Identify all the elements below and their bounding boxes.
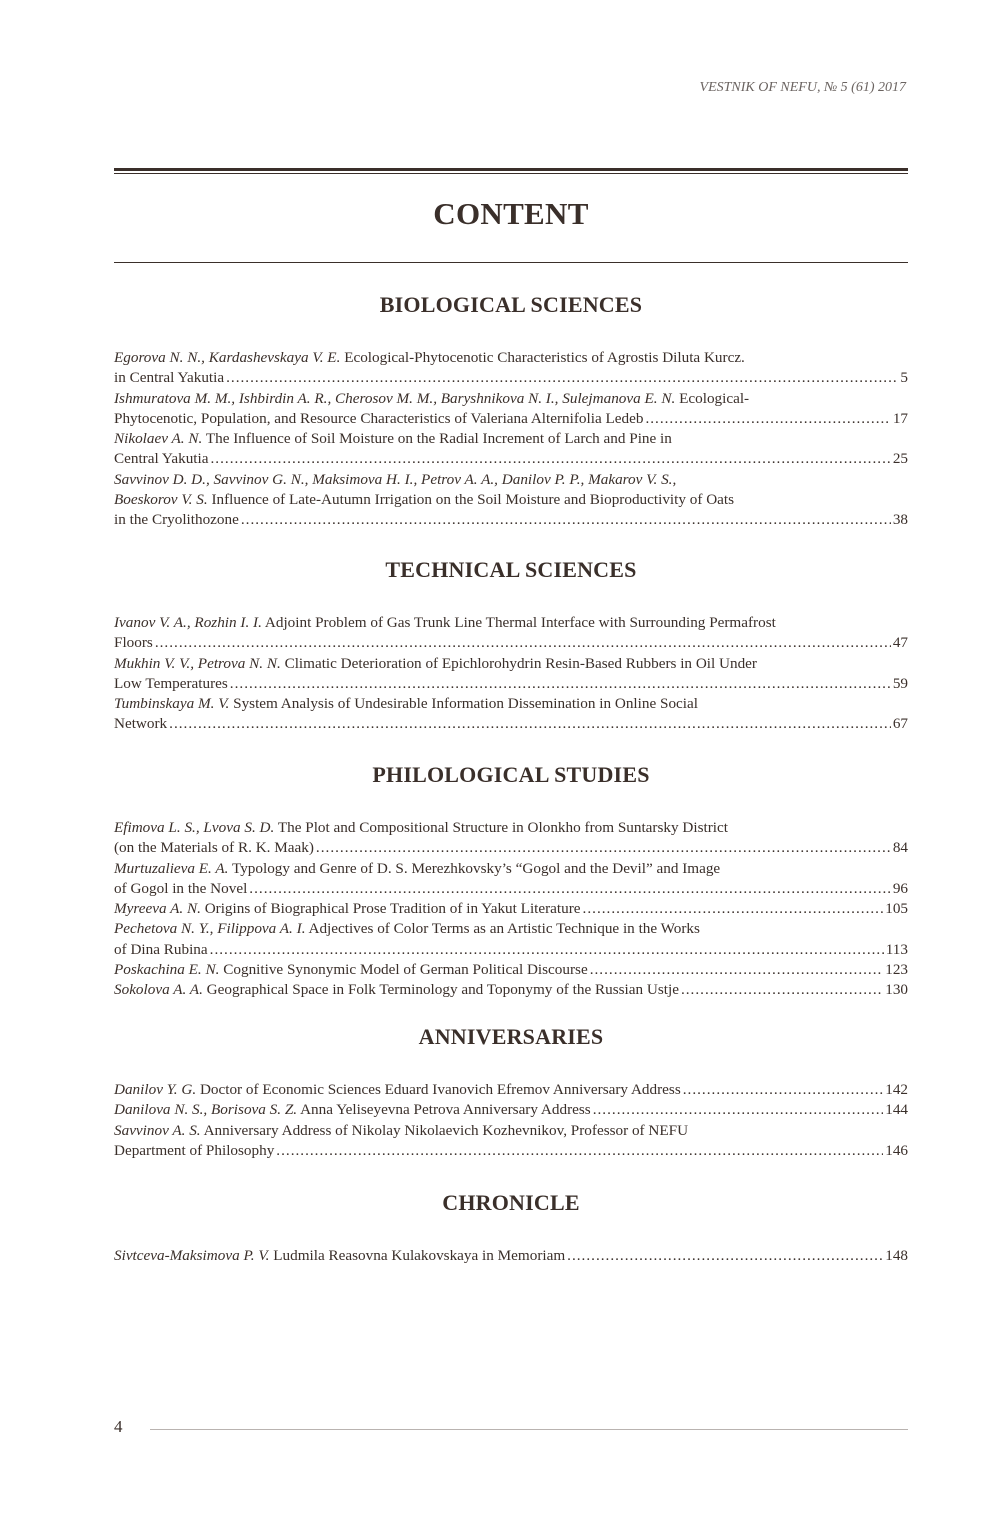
toc-title: Ludmila Reasovna Kulakovskaya in Memoriam xyxy=(269,1247,566,1264)
toc-authors: Efimova L. S., Lvova S. D. xyxy=(114,819,275,836)
toc-entry-line xyxy=(114,838,908,858)
toc-entry-text xyxy=(114,409,643,429)
toc-entry xyxy=(114,1246,908,1266)
journal-header: VESTNIK OF NEFU, № 5 (61) 2017 xyxy=(699,80,906,95)
leader-dots xyxy=(230,674,891,694)
toc-entry-line xyxy=(114,654,908,674)
toc-entry-line xyxy=(114,389,908,409)
toc-entry-line xyxy=(114,919,908,939)
toc-entry-line xyxy=(114,960,908,980)
toc-authors: Myreeva A. N. xyxy=(114,900,201,918)
toc-entry-line xyxy=(114,674,908,694)
toc-entry xyxy=(114,1100,908,1120)
leader-dots xyxy=(567,1246,883,1266)
toc-title: Influence of Late-Autumn Irrigation on the Soil Moisture and Bioproductivity of Oats xyxy=(207,491,735,509)
toc-entry-line xyxy=(114,429,908,449)
section-title: CHRONICLE xyxy=(442,1190,580,1215)
toc-title: Department of Philosophy xyxy=(114,1141,275,1159)
toc-entry-line xyxy=(114,348,908,368)
toc-entry-text xyxy=(114,674,228,694)
toc-entry xyxy=(114,1080,908,1100)
toc-title: of Gogol in the Novel xyxy=(114,879,248,897)
toc-entry xyxy=(114,859,908,900)
leader-dots xyxy=(241,510,891,530)
section-anniversaries xyxy=(114,1024,908,1161)
toc-page-number: 84 xyxy=(892,839,908,857)
leader-dots xyxy=(155,633,891,653)
section-philological-studies xyxy=(114,762,908,1001)
toc-title: Origins of Biographical Prose Tradition of in Yakut Literature xyxy=(200,900,581,918)
toc-authors: Savvinov D. D., Savvinov G. N., Maksimova H. I., Petrov A. A., Danilov P. P., Makarov V. S., xyxy=(114,470,677,488)
toc-page-number: 144 xyxy=(885,1101,908,1119)
toc-entry-line xyxy=(114,818,908,838)
toc-authors: Sivtceva-Maksimova P. V. xyxy=(114,1247,270,1264)
toc-authors: Egorova N. N., Kardashevskaya V. E. xyxy=(114,349,341,366)
toc-entry xyxy=(114,818,908,859)
toc-entry-line xyxy=(114,1121,908,1141)
leader-dots xyxy=(226,368,898,388)
toc-title: Adjectives of Color Terms as an Artistic Technique in the Works xyxy=(305,920,700,938)
toc-title: Adjoint Problem of Gas Trunk Line Thermal Interface with Surrounding Permafrost xyxy=(261,614,776,631)
toc-title: Network xyxy=(114,715,168,733)
toc-entry-line xyxy=(114,470,908,490)
toc-entry xyxy=(114,960,908,980)
toc-entry-text xyxy=(114,838,314,858)
section-biological-sciences xyxy=(114,292,908,531)
toc-page-number: 67 xyxy=(892,715,908,733)
toc-entry-line xyxy=(114,368,908,388)
leader-dots xyxy=(211,449,891,469)
toc-authors: Danilov Y. G. xyxy=(114,1081,197,1098)
toc-entry-text xyxy=(114,633,153,653)
toc-entry-text xyxy=(114,940,208,960)
toc-title: Climatic Deterioration of Epichlorohydrin Resin-Based Rubbers in Oil Under xyxy=(280,654,757,672)
toc-page-number: 5 xyxy=(900,369,908,387)
toc-page-number: 105 xyxy=(885,900,908,918)
page-number: 4 xyxy=(114,1417,123,1436)
section-title: TECHNICAL SCIENCES xyxy=(385,557,637,582)
section-title: ANNIVERSARIES xyxy=(418,1024,604,1049)
toc-title: Central Yakutia xyxy=(114,450,209,468)
toc-title: Typology and Genre of D. S. Merezhkovsky’s “Gogol and the Devil” and Image xyxy=(228,859,721,877)
toc-entry xyxy=(114,429,908,470)
toc-entry-line xyxy=(114,1080,908,1100)
toc-page-number: 59 xyxy=(892,674,908,692)
toc-page-number: 38 xyxy=(892,511,908,529)
toc-entry xyxy=(114,980,908,1000)
toc-entry xyxy=(114,389,908,430)
toc-entry xyxy=(114,919,908,960)
toc-title: Phytocenotic, Population, and Resource Characteristics of Valeriana Alternifolia Ledeb xyxy=(114,409,644,427)
toc-title: in the Cryolithozone xyxy=(114,511,239,529)
toc-entry-line xyxy=(114,613,908,633)
leader-dots xyxy=(316,838,891,858)
toc-entry xyxy=(114,654,908,695)
section-technical-sciences xyxy=(114,557,908,735)
toc-authors: Poskachina E. N. xyxy=(114,961,220,979)
toc-title: The Plot and Compositional Structure in Olonkho from Suntarsky District xyxy=(274,819,728,836)
leader-dots xyxy=(276,1141,883,1161)
toc-entry-text xyxy=(114,1246,565,1266)
toc-entry xyxy=(114,694,908,735)
toc-entry-text xyxy=(114,1141,274,1161)
toc-title: Anniversary Address of Nikolay Nikolaevich Kozhevnikov, Professor of NEFU xyxy=(200,1121,689,1139)
toc-page-number: 142 xyxy=(885,1081,908,1098)
toc-title: of Dina Rubina xyxy=(114,940,208,958)
toc-authors: Savvinov A. S. xyxy=(114,1121,201,1139)
toc-authors: Nikolaev A. N. xyxy=(114,430,203,448)
toc-title: Geographical Space in Folk Terminology and Toponymy of the Russian Ustje xyxy=(202,981,679,999)
toc-entry-line xyxy=(114,859,908,879)
toc-entry-line xyxy=(114,940,908,960)
toc-page-number: 113 xyxy=(885,940,908,958)
toc-entry-text xyxy=(114,899,581,919)
toc-title: Anna Yeliseyevna Petrova Anniversary Address xyxy=(297,1101,591,1119)
toc-entry-line xyxy=(114,714,908,734)
toc-authors: Murtuzalieva E. A. xyxy=(114,859,229,877)
section-title: PHILOLOGICAL STUDIES xyxy=(372,762,650,787)
toc-entry xyxy=(114,470,908,531)
toc-entry xyxy=(114,613,908,654)
toc-page-number: 146 xyxy=(885,1141,908,1159)
toc-entry-line xyxy=(114,510,908,530)
toc-title: Cognitive Synonymic Model of German Political Discourse xyxy=(219,961,588,979)
toc-page-number: 148 xyxy=(885,1247,908,1264)
leader-dots xyxy=(681,980,883,1000)
leader-dots xyxy=(590,960,884,980)
toc-entry-line xyxy=(114,449,908,469)
toc-title: Ecological-Phytocenotic Characteristics of Agrostis Diluta Kurcz. xyxy=(340,349,745,366)
leader-dots xyxy=(683,1080,883,1100)
toc-authors: Ishmuratova M. M., Ishbirdin A. R., Cherosov M. M., Baryshnikova N. I., Sulejmanova E. N. xyxy=(114,389,676,407)
toc-entry-line xyxy=(114,1246,908,1266)
toc-title: Doctor of Economic Sciences Eduard Ivanovich Efremov Anniversary Address xyxy=(196,1081,681,1098)
toc-authors: Boeskorov V. S. xyxy=(114,491,208,509)
double-rule xyxy=(114,168,908,174)
section-chronicle xyxy=(114,1190,908,1266)
toc-page-number: 96 xyxy=(892,879,908,897)
toc-entry-line xyxy=(114,409,908,429)
toc-entry-line xyxy=(114,980,908,1000)
toc-entry-text xyxy=(114,449,209,469)
toc-entry-line xyxy=(114,490,908,510)
toc-entry xyxy=(114,899,908,919)
title-rule xyxy=(114,262,908,263)
toc-title: Ecological- xyxy=(675,389,750,407)
toc-entry xyxy=(114,1121,908,1162)
toc-page-number: 123 xyxy=(885,961,908,979)
toc-entry-line xyxy=(114,879,908,899)
leader-dots xyxy=(249,879,891,899)
toc-entry-text xyxy=(114,960,588,980)
toc-authors: Tumbinskaya M. V. xyxy=(114,695,230,713)
toc-entry-text xyxy=(114,1080,681,1100)
toc-entry-line xyxy=(114,633,908,653)
toc-title: System Analysis of Undesirable Information Dissemination in Online Social xyxy=(229,695,698,713)
leader-dots xyxy=(169,714,891,734)
leader-dots xyxy=(593,1100,884,1120)
toc-entry-line xyxy=(114,1141,908,1161)
toc-authors: Ivanov V. A., Rozhin I. I. xyxy=(114,614,262,631)
toc-title: Low Temperatures xyxy=(114,674,228,692)
toc-entry-line xyxy=(114,899,908,919)
toc-authors: Danilova N. S., Borisova S. Z. xyxy=(114,1101,298,1119)
page-title: CONTENT xyxy=(433,196,589,231)
toc-entry xyxy=(114,348,908,389)
leader-dots xyxy=(583,899,884,919)
toc-authors: Mukhin V. V., Petrova N. N. xyxy=(114,654,281,672)
toc-page-number: 47 xyxy=(892,634,908,652)
toc-entry-text xyxy=(114,714,167,734)
footer-rule xyxy=(150,1429,908,1430)
toc-title: in Central Yakutia xyxy=(114,369,225,387)
leader-dots xyxy=(210,940,884,960)
section-title: BIOLOGICAL SCIENCES xyxy=(379,292,643,317)
toc-entry-line xyxy=(114,694,908,714)
toc-title: (on the Materials of R. K. Maak) xyxy=(114,839,314,857)
toc-page-number: 25 xyxy=(892,450,908,468)
toc-entry-text xyxy=(114,510,239,530)
toc-entry-text xyxy=(114,1100,591,1120)
toc-page-number: 130 xyxy=(885,981,908,999)
toc-entry-text xyxy=(114,980,679,1000)
toc-entry-text xyxy=(114,879,247,899)
toc-entry-line xyxy=(114,1100,908,1120)
toc-authors: Pechetova N. Y., Filippova A. I. xyxy=(114,920,306,938)
leader-dots xyxy=(645,409,890,429)
toc-title: The Influence of Soil Moisture on the Radial Increment of Larch and Pine in xyxy=(202,430,672,448)
toc-entry-text xyxy=(114,368,224,388)
toc-page-number: 17 xyxy=(892,409,908,427)
toc-title: Floors xyxy=(114,634,153,652)
toc-authors: Sokolova A. A. xyxy=(114,981,203,999)
